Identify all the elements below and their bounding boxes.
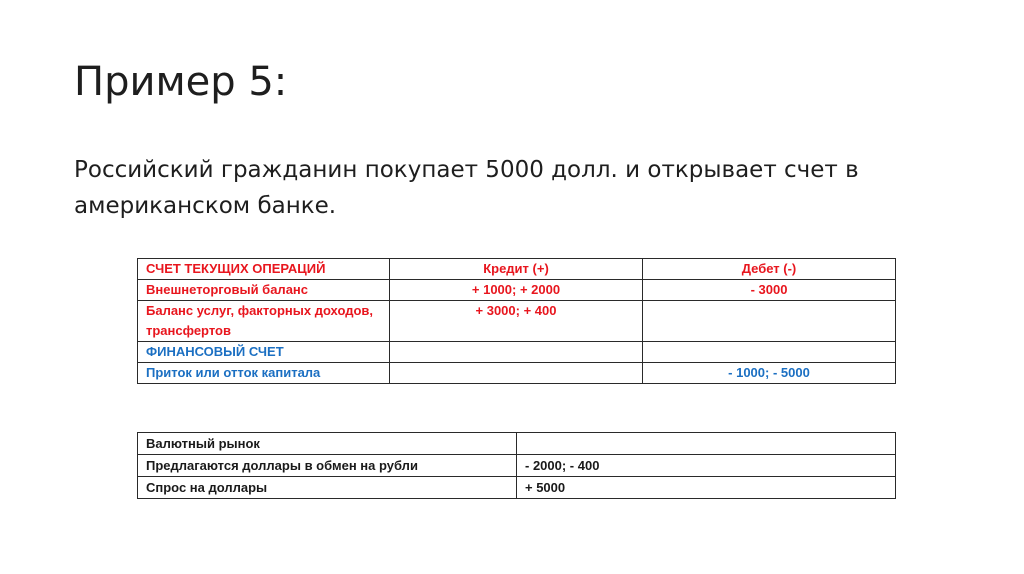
table-cell: Кредит (+)	[390, 259, 643, 280]
table-cell: Внешнеторговый баланс	[138, 280, 390, 301]
table-cell	[517, 433, 896, 455]
table-row	[138, 259, 896, 280]
table-cell	[390, 342, 643, 363]
table-cell	[390, 363, 643, 384]
table-cell: Валютный рынок	[138, 433, 517, 455]
table-cell: СЧЕТ ТЕКУЩИХ ОПЕРАЦИЙ	[138, 259, 390, 280]
table-cell: Приток или отток капитала	[138, 363, 390, 384]
table-cell: + 3000; + 400	[390, 301, 643, 342]
table-cell: Баланс услуг, факторных доходов, трансфертов	[138, 301, 390, 342]
table-row	[138, 280, 896, 301]
table-cell: ФИНАНСОВЫЙ СЧЕТ	[138, 342, 390, 363]
table-cell: - 3000	[643, 280, 896, 301]
table-cell: Предлагаются доллары в обмен на рубли	[138, 455, 517, 477]
table-cell: - 1000; - 5000	[643, 363, 896, 384]
table-row	[138, 301, 896, 342]
table-cell	[643, 301, 896, 342]
table-row	[138, 342, 896, 363]
table-cell: Дебет (-)	[643, 259, 896, 280]
slide-title: Пример 5:	[74, 59, 288, 105]
table-cell: + 1000; + 2000	[390, 280, 643, 301]
table-cell: - 2000; - 400	[517, 455, 896, 477]
balance-of-payments-table	[137, 258, 896, 384]
table-row	[138, 433, 896, 455]
currency-market-table	[137, 432, 896, 499]
slide-body-text: Российский гражданин покупает 5000 долл. и открывает счет в американском банке.	[74, 157, 859, 219]
table-cell: Спрос на доллары	[138, 477, 517, 499]
table-row	[138, 477, 896, 499]
table-row	[138, 363, 896, 384]
table-cell	[643, 342, 896, 363]
table-cell: + 5000	[517, 477, 896, 499]
table-row	[138, 455, 896, 477]
